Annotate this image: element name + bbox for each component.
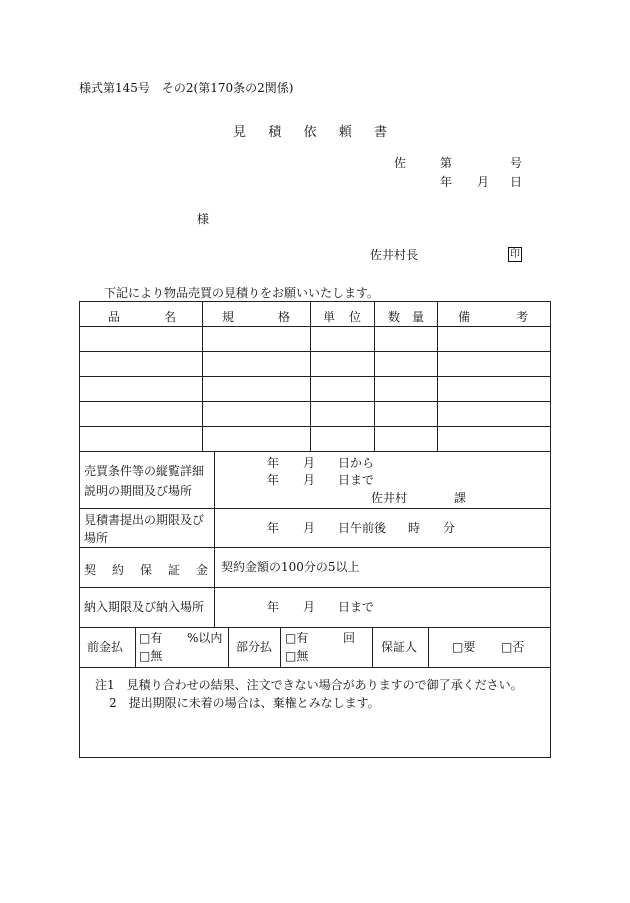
col-divider [310,301,311,451]
header-char: 位 [348,310,361,324]
advance-payment-label: 前金払 [87,640,124,654]
submission-year: 年 [267,521,280,535]
header-char: 単 [323,310,336,324]
date-day: 日 [510,175,523,189]
deposit-label-char: 証 [167,563,180,577]
row-divider [79,587,551,588]
inspection-place-village: 佐井村 [371,491,408,505]
advance-percent: %以内 [187,631,223,645]
submission-label-line2: 場所 [84,531,109,545]
inspection-to-month: 月 [303,473,316,487]
note-1: 注1 見積り合わせの結果、注文できない場合がありますので御了承ください。 [95,678,523,692]
delivery-year: 年 [267,600,280,614]
inspection-label-line1: 売買条件等の縦覧詳細 [84,464,205,478]
submission-minute: 分 [443,521,456,535]
title-char: 見 [233,125,247,140]
partial-no-checkbox[interactable]: □無 [285,649,309,663]
deposit-label-char: 金 [195,563,208,577]
partial-times: 回 [343,631,356,645]
col-divider [437,301,438,451]
partial-yes-checkbox[interactable]: □有 [285,631,309,645]
row-divider [79,426,551,427]
seal-mark: 印 [510,249,520,260]
inspection-from-month: 月 [303,456,316,470]
issuer-name: 佐井村長 [370,248,419,262]
row-divider [79,627,551,628]
date-month: 月 [477,175,490,189]
inspection-to-year: 年 [267,473,280,487]
inspection-from-day: 日から [338,456,375,470]
header-char: 名 [163,310,176,324]
header-char: 格 [277,310,290,324]
header-char: 品 [108,310,121,324]
header-char: 量 [411,310,424,324]
row-divider [79,326,551,327]
header-quantity [388,308,424,325]
inspection-from-year: 年 [267,456,280,470]
title-char: 依 [303,125,317,140]
col-divider [135,627,136,667]
row-divider [79,351,551,352]
header-item-name [108,308,176,325]
title-char: 頼 [338,125,352,140]
inspection-to-day: 日まで [338,473,375,487]
submission-hour: 時 [408,521,421,535]
header-spec [222,308,290,325]
col-divider [214,451,215,627]
deposit-label-char: 保 [139,563,152,577]
deposit-label-char: 約 [111,563,124,577]
header-char: 規 [222,310,235,324]
submission-month: 月 [303,521,316,535]
deposit-label [84,561,208,578]
col-divider [228,627,229,667]
row-divider [79,508,551,509]
submission-label-line1: 見積書提出の期限及び [84,513,205,527]
submission-day-ampm: 日午前後 [338,521,387,535]
date-year: 年 [440,175,453,189]
header-char: 備 [458,310,471,324]
header-char: 数 [388,310,401,324]
doc-number-mid: 第 [440,156,453,170]
deposit-label-char: 契 [84,563,97,577]
row-divider [79,376,551,377]
col-divider [280,627,281,667]
doc-number-suffix: 号 [510,156,523,170]
row-divider [79,667,551,668]
header-unit [323,308,361,325]
title-char: 書 [373,125,387,140]
delivery-day: 日まで [338,600,375,614]
inspection-label-line2: 説明の期間及び場所 [84,484,193,498]
row-divider [79,401,551,402]
row-divider [79,451,551,452]
delivery-month: 月 [303,600,316,614]
note-2: 2 提出期限に未着の場合は、棄権とみなします。 [109,696,380,710]
doc-number-prefix: 佐 [394,156,407,170]
guarantor-required-checkbox[interactable]: □要 [452,640,476,654]
form-number: 様式第145号 その2(第170条の2関係) [79,81,294,95]
title-char: 積 [268,125,282,140]
col-divider [202,301,203,451]
header-remarks [458,308,528,325]
col-divider [372,627,373,667]
partial-payment-label: 部分払 [236,640,273,654]
advance-yes-checkbox[interactable]: □有 [139,631,163,645]
col-divider [374,301,375,451]
guarantor-label: 保証人 [381,640,418,654]
header-char: 考 [515,310,528,324]
advance-no-checkbox[interactable]: □無 [139,649,163,663]
guarantor-not-required-checkbox[interactable]: □否 [501,640,525,654]
col-divider [428,627,429,667]
document-title [233,121,387,140]
addressee-honorific: 様 [197,212,210,226]
inspection-place-section: 課 [454,491,467,505]
row-divider [79,547,551,548]
delivery-label: 納入期限及び納入場所 [84,600,205,614]
intro-text: 下記により物品売買の見積りをお願いいたします。 [104,286,380,300]
deposit-value: 契約金額の100分の5以上 [221,560,360,574]
